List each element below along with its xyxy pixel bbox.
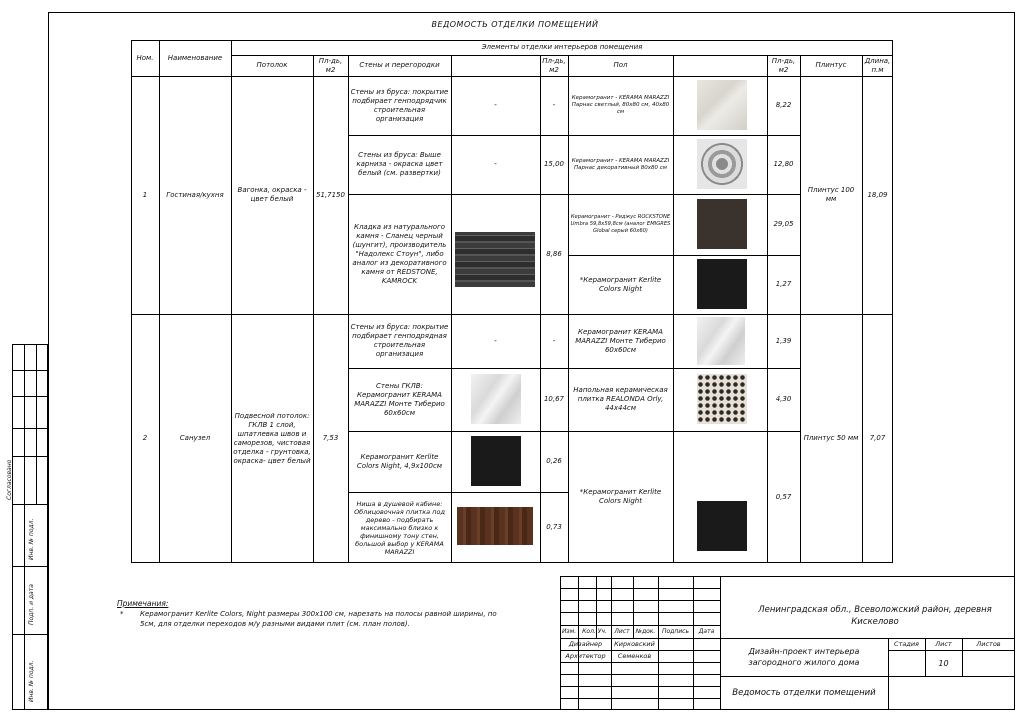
stamp-sheet-title: Ведомость отделки помещений (732, 687, 876, 698)
notes-marker: * (120, 610, 124, 618)
stamp-col-doc: №док. (635, 628, 656, 635)
floor-area: 12,80 (773, 160, 794, 168)
slate-stone-swatch (455, 232, 535, 287)
floor-text: Керамогранит - KERAMA MARAZZI Парнас светлый, 80х80 см, 40х80 см (571, 95, 670, 115)
dark-stone-swatch (697, 199, 747, 249)
side-inv2-label: Инв. № подл. (28, 660, 35, 702)
wall-text: Ниша в душевой кабине: Облицовочная плитка под дерево - подбирать максимально близко к финишному тону стен, большой выбор у KERAMA MARAZZI (354, 499, 445, 556)
room-name: Санузел (179, 434, 211, 442)
white-marble-swatch (471, 374, 521, 424)
wall-area: - (552, 336, 556, 345)
wall-material: - (494, 160, 497, 168)
floor-area: 1,27 (775, 280, 792, 288)
stamp-stage-label: Стадия (894, 639, 919, 648)
stamp-person-designer: Кирковский (614, 639, 655, 648)
room-number: 2 (142, 434, 148, 442)
wall-text: Стены из бруса: покрытие подбирает генподрядчик строительная организация (350, 87, 449, 123)
wall-text: Керамогранит Kerlite Colors Night, 4,9х100см (356, 452, 443, 470)
room-plinth: Плинтус 100 мм (807, 186, 855, 203)
stamp-col-sign: Подпись (662, 628, 689, 635)
wall-text: Стены ГКЛВ: Керамогранит KERAMA MARAZZI Монте Тиберио 60х60см (354, 381, 445, 417)
stamp-col-list: Лист (614, 628, 630, 635)
wall-material: - (494, 101, 497, 109)
floor-area: 4,30 (775, 395, 792, 403)
wall-area: 15,00 (543, 160, 565, 168)
floor-text: Керамогранит - KERAMA MARAZZI Парнас декоративный 80х80 см (571, 157, 670, 171)
wood-tile-swatch (457, 507, 533, 545)
white-marble-swatch (697, 317, 745, 365)
room-plinth: Плинтус 50 мм (803, 434, 859, 442)
stamp-sheet-label: Лист (935, 639, 952, 648)
wall-area: 0,26 (546, 457, 562, 465)
stamp-person-architect: Семенков (617, 651, 652, 660)
room-ceiling-area: 51,7150 (316, 190, 345, 199)
wall-area: 8,86 (546, 249, 562, 258)
document-title: ВЕДОМОСТЬ ОТДЕЛКИ ПОМЕЩЕНИЙ (431, 20, 599, 29)
black-tile-swatch (471, 436, 521, 486)
stamp-col-date: Дата (698, 628, 715, 635)
pattern-tile-swatch (697, 374, 747, 424)
light-marble-swatch (697, 80, 747, 130)
stamp-role-designer: Дизайнер (568, 639, 603, 648)
room-plinth-length: 18,09 (867, 190, 888, 199)
wall-material: - (494, 336, 497, 345)
stamp-project: Дизайн-проект интерьера загородного жилого дома (748, 647, 860, 667)
group-header: Элементы отделки интерьеров помещения (481, 43, 643, 51)
header-walls: Стены и перегородки (359, 61, 440, 69)
stamp-col-kol: Кол. Уч. (582, 628, 607, 635)
stamp-address: Ленинградская обл., Всеволожский район, деревня Кискелово (758, 605, 992, 627)
side-agreed-label: Согласовано (6, 459, 13, 500)
room-plinth-length: 7,07 (869, 434, 886, 442)
side-sign-label: Подп. и дата (28, 584, 35, 625)
header-num: Ном. (136, 53, 154, 62)
floor-area: 0,57 (775, 492, 792, 501)
header-floor: Пол (613, 61, 628, 69)
floor-area: 8,22 (775, 101, 792, 109)
header-ceiling: Потолок (256, 61, 288, 69)
room-number: 1 (142, 190, 148, 199)
side-inv-label: Инв. № подл. (28, 518, 35, 560)
header-plinth: Плинтус (815, 61, 847, 69)
stamp-sheet-number: 10 (938, 658, 949, 668)
stamp-sheets-label: Листов (976, 639, 1001, 648)
room-name: Гостиная/кухня (166, 190, 224, 199)
wall-text: Кладка из натурального камня - Сланец черный (шунгит), производитель "Надолекс Стоун", либо аналог из декоративного камня от REDSTONE, KAMROCK (352, 222, 447, 285)
header-area1: Пл-дь, м2 (318, 56, 343, 74)
wall-text: Стены из бруса: Выше карниза - окраска цвет белый (см. развертки) (356, 151, 443, 177)
header-area3: Пл-дь, м2 (771, 56, 796, 74)
header-name: Наименование (167, 53, 223, 62)
stamp-col-izm: Изм. (561, 628, 577, 635)
floor-text: Керамогранит KERAMA MARAZZI Монте Тиберио 60х60см (575, 327, 666, 354)
room-ceiling: Подвесной потолок: ГКЛВ 1 слой, шпатлевка швов и саморезов, чистовая отделка - грунтовка, окраска- цвет белый (233, 411, 311, 465)
room-ceiling-area: 7,53 (322, 434, 339, 442)
notes-heading: Примечания: (117, 599, 169, 608)
black-tile-swatch (697, 501, 747, 551)
floor-text: Керамогранит - Риджус ROCKSTONE Umbra 59,8х59,8см (аналог EMIGRES Global серый 60х60) (570, 214, 671, 234)
wall-area: 0,73 (546, 523, 562, 531)
notes-body (120, 609, 500, 629)
floor-area: 29,05 (773, 220, 794, 228)
wall-area: 10,67 (543, 395, 565, 403)
black-tile-swatch (697, 259, 747, 309)
floor-text: Напольная керамическая плитка REALONDA Orly, 44х44см (573, 386, 668, 412)
notes-text: Керамогранит Kerlite Colors, Night размеры 300х100 см, нарезать на полосы равной ширины, по 5см, для отделки переходов м/у разными видами плит (см. план полов). (140, 610, 497, 628)
floor-text: *Керамогранит Kerlite Colors Night (579, 275, 662, 293)
floor-area: 1,39 (775, 336, 792, 345)
stamp-role-architect: Архитектор (565, 651, 606, 660)
wall-text: Стены из бруса: покрытие подбирает генподрядная строительная организация (350, 323, 449, 358)
room-ceiling: Вагонка, окраска - цвет белый (237, 186, 307, 203)
header-area2: Пл-дь, м2 (542, 56, 566, 74)
decor-tile-swatch (697, 139, 747, 189)
header-length: Длина, п.м (864, 56, 891, 74)
floor-text: *Керамогранит Kerlite Colors Night (579, 488, 662, 505)
wall-area: - (552, 101, 556, 109)
